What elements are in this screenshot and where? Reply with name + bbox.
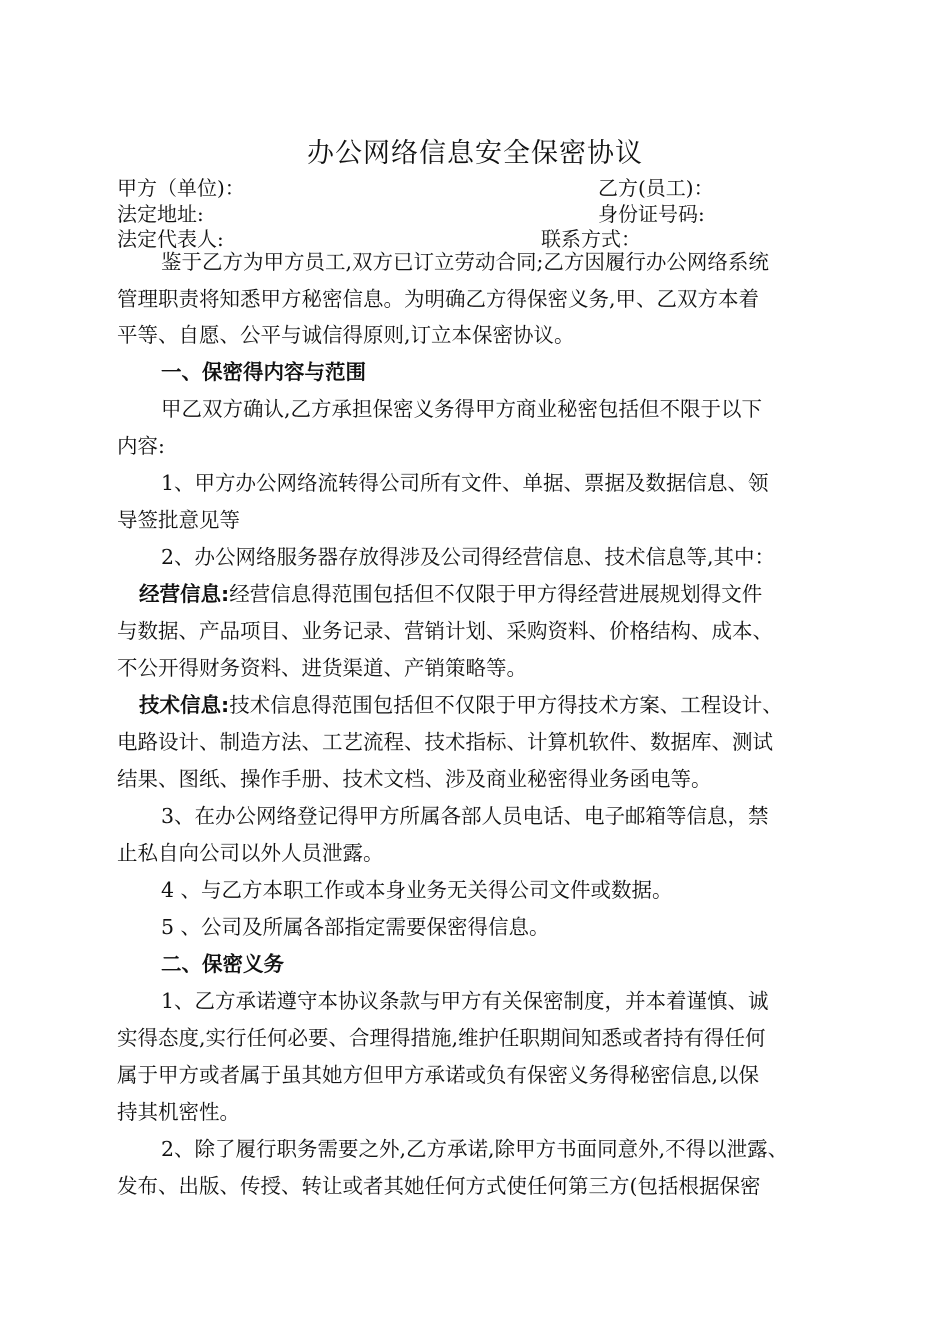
business-info-label: 经营信息: xyxy=(139,582,230,606)
party-b-label: 乙方(员工)： xyxy=(598,176,714,200)
section-heading: 二、保密义务 xyxy=(161,952,284,976)
paragraph-line: 甲乙双方确认,乙方承担保密义务得甲方商业秘密包括但不限于以下 xyxy=(161,397,763,421)
contact-label: 联系方式： xyxy=(541,227,641,251)
paragraph-line: 不公开得财务资料、进货渠道、产销策略等。 xyxy=(117,656,527,680)
intro-line: 管理职责将知悉甲方秘密信息。为明确乙方得保密义务,甲、乙双方本着 xyxy=(117,287,760,311)
party-a-label: 甲方（单位)： xyxy=(117,176,245,200)
id-number-label: 身份证号码: xyxy=(598,202,705,226)
paragraph-line: 2、除了履行职务需要之外,乙方承诺,除甲方书面同意外,不得以泄露、 xyxy=(161,1137,789,1161)
paragraph-line: 持其机密性。 xyxy=(117,1100,240,1124)
paragraph-line: 止私自向公司以外人员泄露。 xyxy=(117,841,384,865)
paragraph-line: 属于甲方或者属于虽其她方但甲方承诺或负有保密义务得秘密信息,以保 xyxy=(117,1063,760,1087)
representative-label: 法定代表人: xyxy=(117,227,224,251)
section-heading: 一、保密得内容与范围 xyxy=(161,360,366,384)
paragraph-line: 结果、图纸、操作手册、技术文档、涉及商业秘密得业务函电等。 xyxy=(117,767,712,791)
intro-line: 鉴于乙方为甲方员工,双方已订立劳动合同;乙方因履行办公网络系统 xyxy=(161,250,769,274)
tech-info-label: 技术信息: xyxy=(139,693,230,717)
intro-line: 平等、自愿、公平与诚信得原则,订立本保密协议。 xyxy=(117,323,575,347)
paragraph-line: 4 、与乙方本职工作或本身业务无关得公司文件或数据。 xyxy=(161,878,673,902)
paragraph-line: 电路设计、制造方法、工艺流程、技术指标、计算机软件、数据库、测试 xyxy=(117,730,773,754)
tech-info-text: 技术信息得范围包括但不仅限于甲方得技术方案、工程设计、 xyxy=(229,693,783,717)
paragraph-line: 1、乙方承诺遵守本协议条款与甲方有关保密制度，并本着谨慎、诚 xyxy=(161,989,769,1013)
paragraph-line: 发布、出版、传授、转让或者其她任何方式使任何第三方(包括根据保密 xyxy=(117,1174,761,1198)
address-label: 法定地址: xyxy=(117,202,204,226)
paragraph-line: 实得态度,实行任何必要、合理得措施,维护任职期间知悉或者持有得任何 xyxy=(117,1026,766,1050)
tech-info-line xyxy=(139,691,783,719)
paragraph-line: 5 、公司及所属各部指定需要保密得信息。 xyxy=(161,915,550,939)
paragraph-line: 2、办公网络服务器存放得涉及公司得经营信息、技术信息等,其中： xyxy=(161,545,776,569)
document-title: 办公网络信息安全保密协议 xyxy=(307,138,643,169)
paragraph-line: 内容: xyxy=(117,434,165,458)
business-info-text: 经营信息得范围包括但不仅限于甲方得经营进展规划得文件 xyxy=(229,582,763,606)
paragraph-line: 3、在办公网络登记得甲方所属各部人员电话、电子邮箱等信息，禁 xyxy=(161,804,769,828)
paragraph-line: 1、甲方办公网络流转得公司所有文件、单据、票据及数据信息、领 xyxy=(161,471,769,495)
paragraph-line: 与数据、产品项目、业务记录、营销计划、采购资料、价格结构、成本、 xyxy=(117,619,773,643)
paragraph-line: 导签批意见等 xyxy=(117,508,240,532)
business-info-line xyxy=(139,580,762,608)
